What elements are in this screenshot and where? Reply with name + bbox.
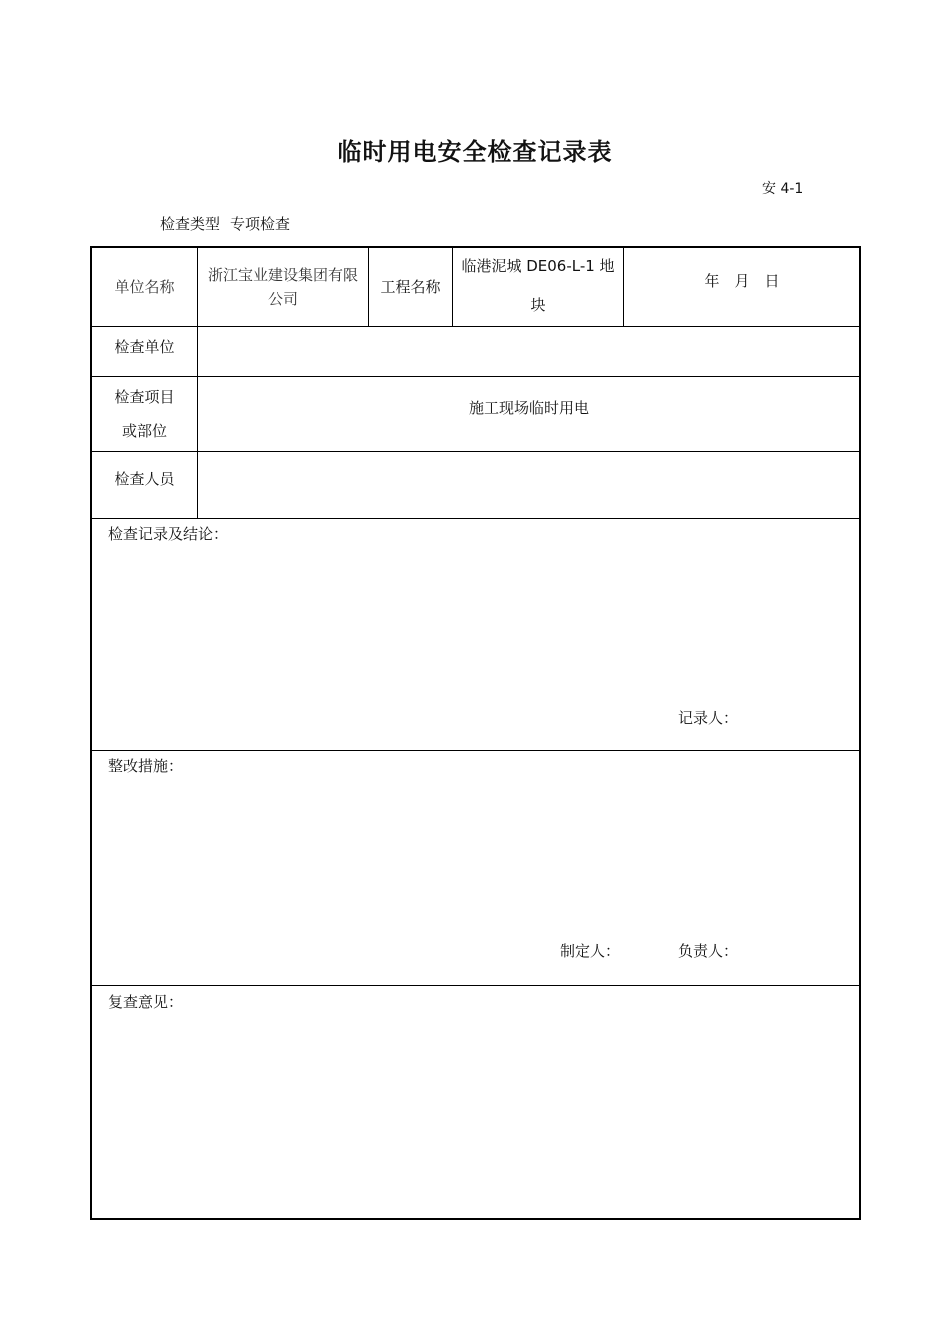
row-divider: [90, 518, 861, 519]
unit-name-line2: 公司: [267, 290, 298, 308]
inspect-unit-label: 检查单位: [114, 338, 175, 356]
inspect-item-label-line1: 检查项目: [114, 387, 175, 406]
unit-name-line1: 浙江宝业建设集团有限: [207, 266, 358, 284]
project-name-label: 工程名称: [380, 278, 441, 296]
rectify-label: 整改措施：: [108, 757, 184, 775]
inspect-item-label-line2: 或部位: [121, 422, 167, 440]
row-divider: [90, 985, 861, 986]
check-type-line: [160, 213, 290, 234]
project-name-line1: 临港泥城 DE06-L-1 地: [461, 257, 615, 275]
inspectors-label: 检查人员: [114, 470, 175, 488]
row-divider: [90, 326, 861, 327]
date-field: 年 月 日: [704, 272, 780, 290]
inspect-item-label: [92, 377, 197, 451]
maker-label: 制定人：: [560, 942, 621, 960]
record-label: 检查记录及结论：: [108, 525, 229, 543]
project-name-value: [453, 246, 623, 326]
row-divider: [90, 750, 861, 751]
inspect-item-value: 施工现场临时用电: [468, 399, 589, 417]
recorder-label: 记录人：: [678, 709, 739, 727]
unit-name-label: 单位名称: [114, 278, 175, 296]
responsible-label: 负责人：: [678, 942, 739, 960]
review-label: 复查意见：: [108, 993, 184, 1011]
project-name-line2: 块: [530, 296, 546, 314]
unit-name-value: [198, 250, 368, 324]
check-type-value: 专项检查: [230, 215, 291, 233]
row-divider: [90, 451, 861, 452]
page-title: 临时用电安全检查记录表: [337, 138, 613, 166]
check-type-label: 检查类型: [160, 215, 221, 233]
form-number: 安 4-1: [762, 181, 804, 197]
